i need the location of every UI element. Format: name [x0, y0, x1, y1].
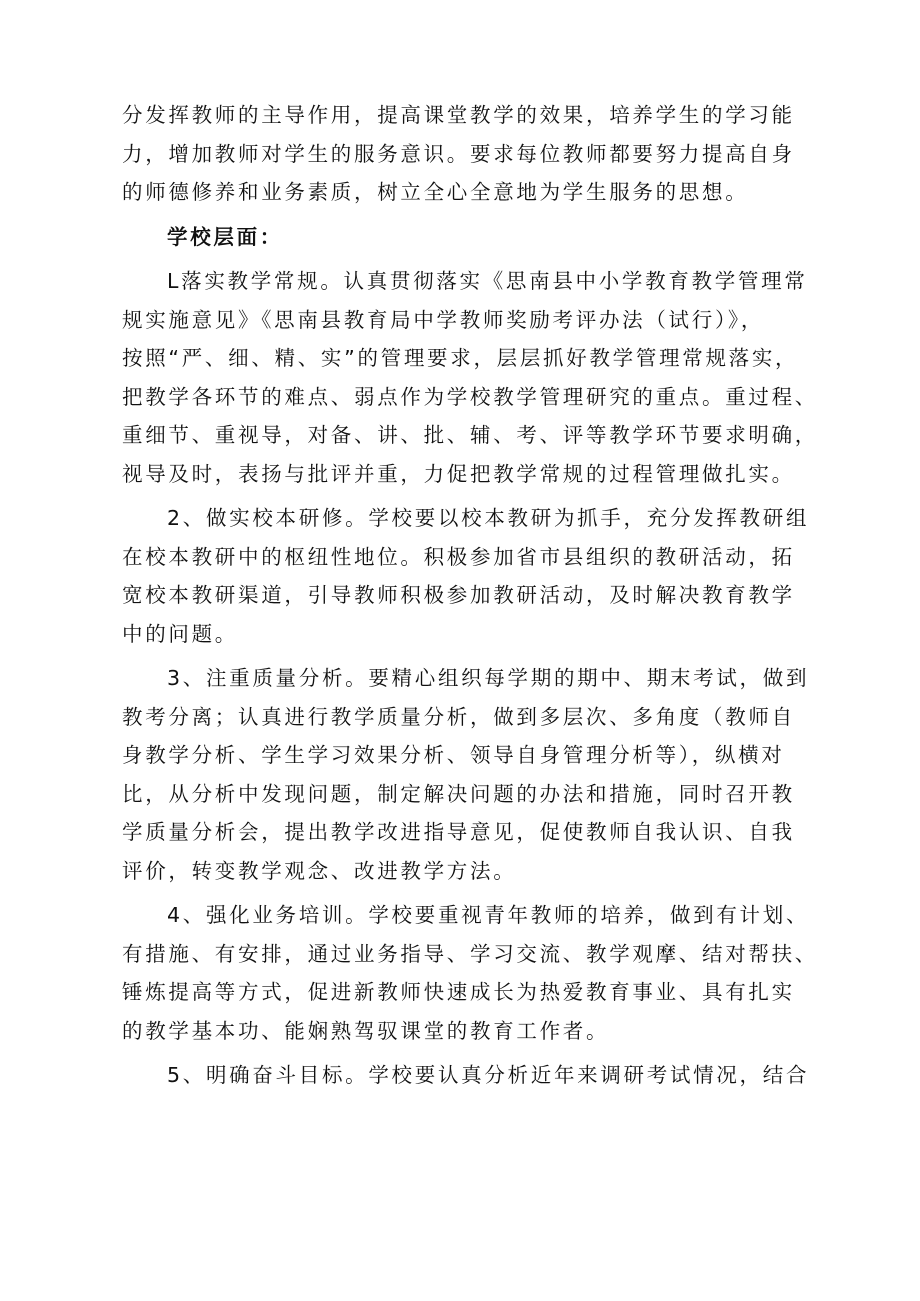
text-line: 教考分离；认真进行教学质量分析，做到多层次、多角度（教师自 [122, 704, 795, 729]
text-line: 重细节、重视导，对备、讲、批、辅、考、评等教学环节要求明确， [122, 423, 818, 447]
text-line: 按照“严、细、精、实”的管理要求，层层抓好教学管理常规落实， [122, 346, 799, 370]
text-line: L落实教学常规。认真贯彻落实《思南县中小学教育教学管理常 [167, 269, 808, 293]
paragraph-quality-analysis [122, 659, 822, 890]
paragraph-goals [122, 1056, 822, 1095]
text-line: 在校本教研中的枢纽性地位。积极参加省市县组织的教研活动，拓 [122, 544, 795, 569]
text-line: 把教学各环节的难点、弱点作为学校教学管理研究的重点。重过程、 [122, 384, 818, 409]
paragraph-continuation [122, 96, 822, 212]
paragraph-teaching-routine [122, 262, 822, 493]
text-line: 评价，转变教学观念、改进教学方法。 [122, 858, 517, 883]
text-line: 的师德修养和业务素质，树立全心全意地为学生服务的思想。 [122, 180, 749, 204]
text-line: 力，增加教师对学生的服务意识。要求每位教师都要努力提高自身 [122, 141, 795, 166]
text-line: 视导及时，表扬与批评并重，力促把教学常规的过程管理做扎实。 [122, 461, 795, 486]
text-line: 有措施、有安排，通过业务指导、学习交流、教学观摩、结对帮扶、 [122, 941, 818, 966]
text-line: 3、注重质量分析。要精心组织每学期的期中、期末考试，做到 [167, 666, 810, 690]
text-line: 学质量分析会，提出教学改进指导意见，促使教师自我认识、自我 [122, 820, 795, 844]
paragraph-school-research [122, 499, 822, 653]
text-line: 锤炼提高等方式，促进新教师快速成长为热爱教育事业、具有扎实 [122, 980, 795, 1004]
text-line: 5、明确奋斗目标。学校要认真分析近年来调研考试情况，结合 [167, 1063, 810, 1087]
text-line: 分发挥教师的主导作用，提高课堂教学的效果，培养学生的学习能 [122, 103, 795, 127]
text-line: 宽校本教研渠道，引导教师积极参加教研活动，及时解决教育教学 [122, 583, 795, 607]
document-page [122, 96, 822, 1095]
paragraph-training [122, 896, 822, 1050]
text-line: 比，从分析中发现问题，制定解决问题的办法和措施，同时召开教 [122, 781, 795, 806]
text-line: 中的问题。 [122, 621, 238, 646]
heading-text: 学校层面： [167, 224, 283, 249]
text-line: 4、强化业务培训。学校要重视青年教师的培养，做到有计划、 [167, 903, 810, 927]
text-line: 2、做实校本研修。学校要以校本教研为抓手，充分发挥教研组 [167, 506, 810, 530]
section-heading [122, 218, 822, 257]
text-line: 的教学基本功、能娴熟驾驭课堂的教育工作者。 [122, 1018, 610, 1043]
text-line: 身教学分析、学生学习效果分析、领导自身管理分析等），纵横对 [122, 743, 785, 767]
text-line: 规实施意见》《思南县教育局中学教师奖励考评办法（试行）》， [122, 307, 765, 332]
